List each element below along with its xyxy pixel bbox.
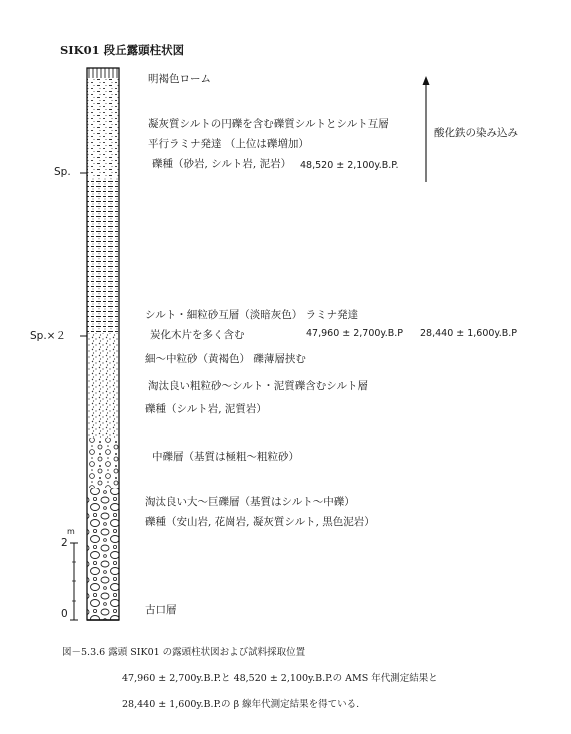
layer-label-well-sorted-coarse-sand: 淘汰良い粗粒砂～シルト・泥質礫含むシルト層 [148, 380, 368, 392]
layer-sand-fill [87, 333, 119, 438]
layer-label-silt-gravel: 凝灰質シルトの円礫を含む礫質シルトとシルト互層 [148, 118, 389, 130]
layer-label-loam: 明褐色ローム [148, 73, 211, 85]
figure-title: SIK01 段丘露頭柱状図 [60, 43, 185, 57]
oxidation-arrow [423, 76, 430, 182]
caption-line-2: 47,960 ± 2,700y.B.P.と 48,520 ± 2,100y.B.P.の AMS 年代測定結果と [122, 673, 438, 684]
layer-loam-fill [87, 68, 119, 78]
layer-label-medium-gravel: 中礫層（基質は極粗～粗粒砂） [152, 451, 299, 463]
layer-label-boulder: 淘汰良い大～巨礫層（基質はシルト～中礫） [145, 496, 355, 508]
caption-line-3: 28,440 ± 1,600y.B.P.の β 線年代測定結果を得ている. [122, 699, 360, 710]
sample-label-upper: Sp. [54, 166, 71, 178]
layer-label-gravel-types-middle: 礫種（シルト岩, 泥質岩） [145, 403, 267, 415]
layer-label-fine-medium-sand: 細～中粒砂（黄褐色） 礫薄層挟む [145, 353, 306, 365]
layer-label-gravel-types-lower: 礫種（安山岩, 花崗岩, 凝灰質シルト, 黒色泥岩） [145, 516, 375, 528]
layer-label-carbonized-wood: 炭化木片を多く含む [150, 329, 245, 341]
stratigraphic-column [87, 68, 119, 620]
sample-label-middle: Sp.×２ [30, 330, 66, 342]
caption-line-1: 図－5.3.6 露頭 SIK01 の露頭柱状図および試料採取位置 [62, 647, 306, 658]
layer-silt-fill [87, 78, 119, 178]
scale-label-unit: m [67, 527, 75, 536]
layer-label-parallel-lamina: 平行ラミナ発達 （上位は礫増加） [148, 138, 309, 150]
layer-laminated-fill [87, 178, 119, 333]
layer-gravel-fill [87, 438, 119, 488]
scale-label-top: 2 [61, 537, 68, 549]
layer-label-silt-sand-alternation: シルト・細粒砂互層（淡暗灰色） ラミナ発達 [145, 309, 359, 321]
layer-label-gravel-types-upper: 礫種（砂岩, シルト岩, 泥岩） [152, 158, 292, 170]
oxidation-label: 酸化鉄の染み込み [434, 127, 518, 139]
layer-boulder-fill [87, 488, 119, 620]
scale-label-bottom: 0 [61, 608, 68, 620]
date-upper: 48,520 ± 2,100y.B.P. [300, 160, 399, 171]
scale-bar [70, 543, 78, 620]
date-middle-ams: 47,960 ± 2,700y.B.P [306, 328, 403, 339]
date-middle-beta: 28,440 ± 1,600y.B.P [420, 328, 517, 339]
layer-label-koguchi-formation: 古口層 [145, 604, 177, 616]
